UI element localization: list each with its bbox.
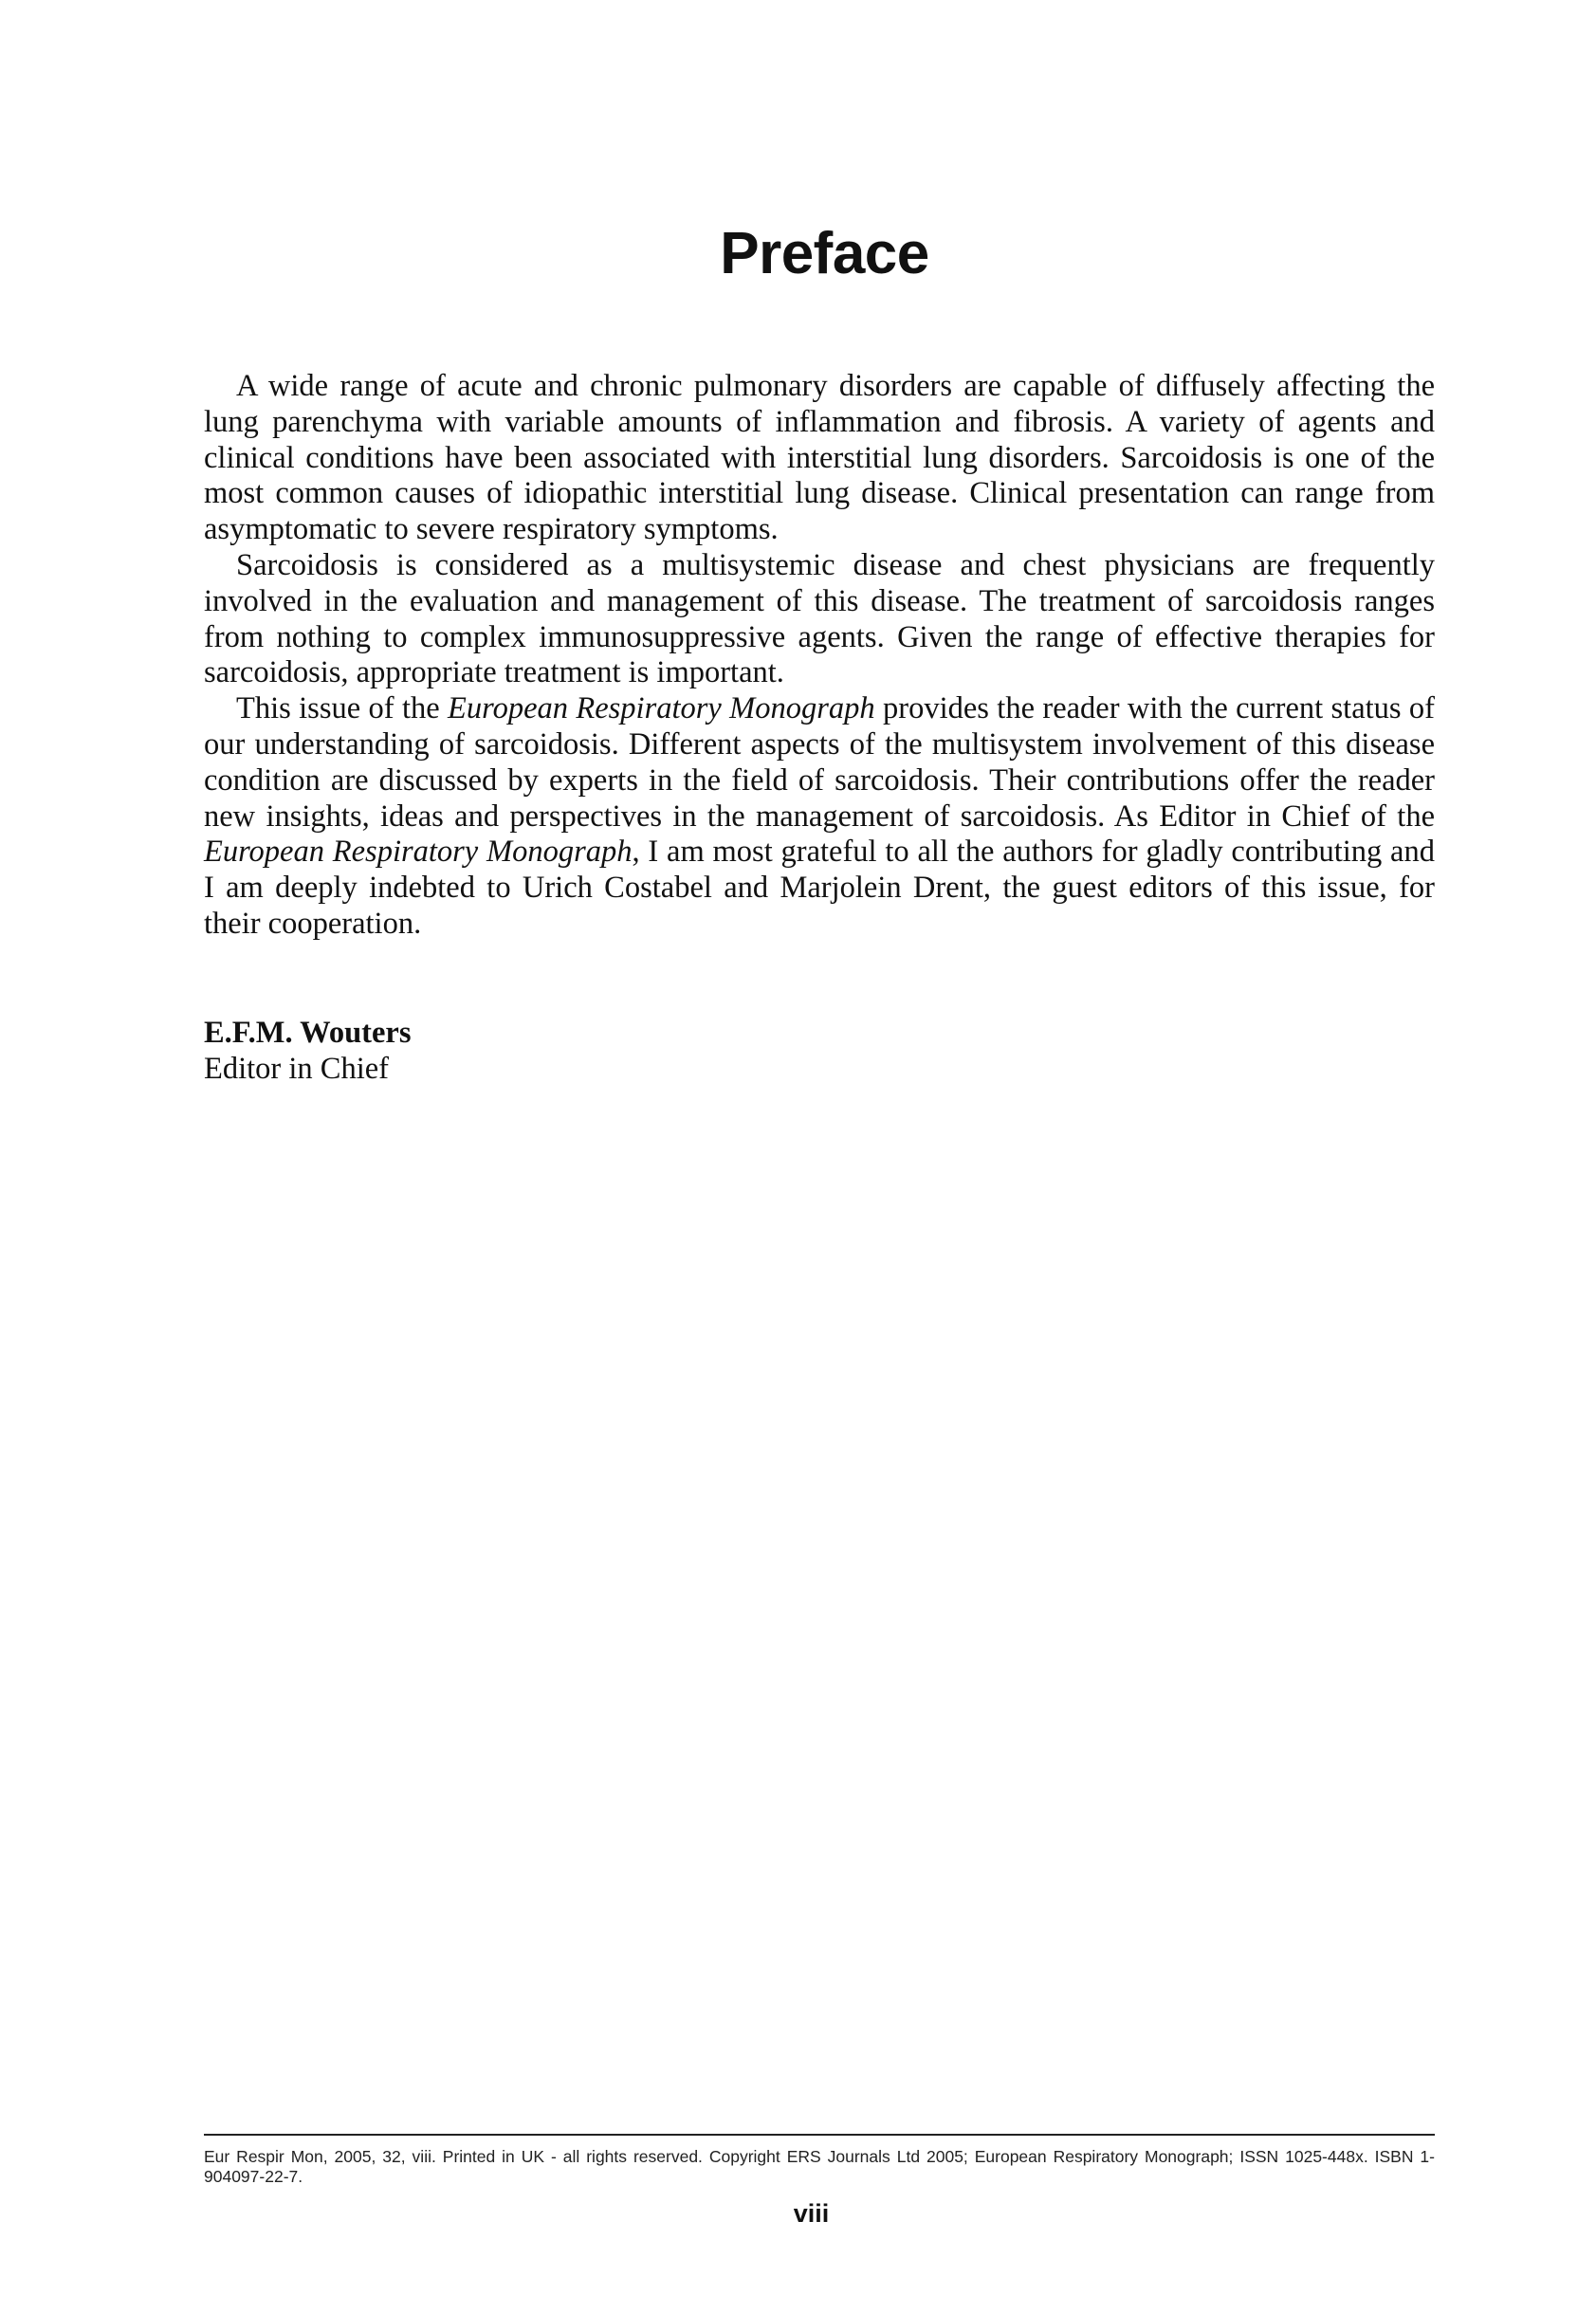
page-title: Preface — [720, 221, 929, 286]
paragraph-text: This issue of the — [236, 691, 449, 726]
footer-citation: Eur Respir Mon, 2005, 32, viii. Printed in UK - all rights reserved. Copyright ERS Journals Ltd 2005; European Respiratory Monograph; ISSN 1025-448x. ISBN 1-904097-22-7. — [204, 2147, 1435, 2186]
paragraph-2 — [204, 548, 1435, 691]
footer-divider — [204, 2134, 1435, 2136]
italic-title-reference: European Respiratory Monograph — [448, 691, 875, 726]
paragraph-3 — [204, 691, 1435, 943]
editor-role: Editor in Chief — [204, 1052, 389, 1086]
paragraph-text: , I am most grateful to all the authors for gladly contributing and I am deeply indebted to Urich Costabel and Marjolein Drent, the guest editors of this issue, for their cooperation. — [204, 835, 1435, 941]
signature-block — [204, 1015, 412, 1087]
paragraph-text: A wide range of acute and chronic pulmonary disorders are capable of diffusely affecting the lung parenchyma with variable amounts of inflammation and fibrosis. A variety of agents and clinical conditions have been associated with interstitial lung disorders. Sarcoidosis is one of the most common causes of idiopathic interstitial lung disease. Clinical presentation can range from asymptomatic to severe respiratory symptoms. — [204, 369, 1435, 547]
paragraph-1 — [204, 369, 1435, 548]
italic-title-reference: European Respiratory Monograph — [204, 835, 633, 870]
paragraph-text: provides the reader with the current status of our understanding of sarcoidosis. Different aspects of the multisystem involvement of this disease condition are discussed by experts in the field of sarcoidosis. Their contributions offer the reader new insights, ideas and perspectives in the management of sarcoidosis. As Editor in Chief of the — [204, 691, 1435, 834]
page-number: viii — [793, 2199, 830, 2228]
preface-body — [204, 369, 1435, 943]
editor-name: E.F.M. Wouters — [204, 1016, 412, 1050]
paragraph-text: Sarcoidosis is considered as a multisystemic disease and chest physicians are frequently involved in the evaluation and management of this disease. The treatment of sarcoidosis ranges from nothing to complex immunosuppressive agents. Given the range of effective therapies for sarcoidosis, appropriate treatment is important. — [204, 547, 1435, 690]
